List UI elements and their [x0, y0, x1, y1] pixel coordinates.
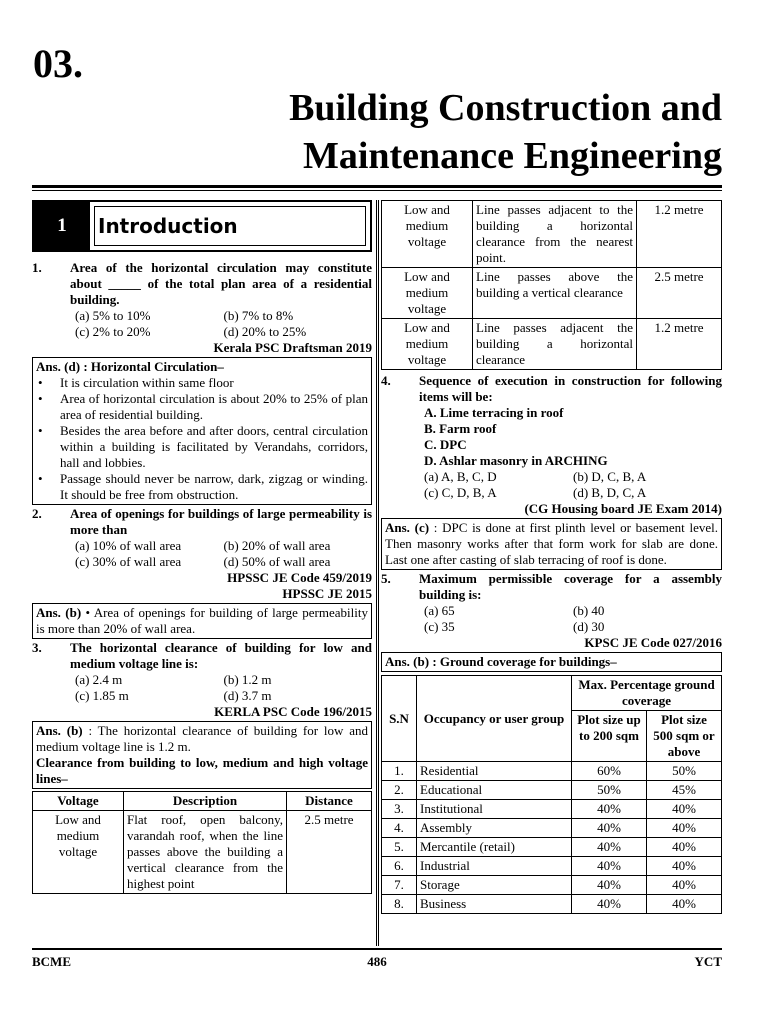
table-cell: 3. — [382, 800, 417, 819]
table-row — [382, 876, 722, 895]
question-number: 2. — [32, 506, 42, 521]
table-row — [382, 201, 722, 268]
question-3 — [32, 640, 372, 672]
question-source: HPSSC JE 2015 — [282, 586, 372, 601]
answer-box-3 — [32, 721, 372, 789]
answer-box-2 — [32, 603, 372, 639]
question-4-options — [381, 469, 722, 501]
question-2-options — [32, 538, 372, 570]
question-5-options — [381, 603, 722, 635]
column-header: Voltage — [33, 792, 124, 811]
table-cell: Mercantile (retail) — [417, 838, 572, 857]
table-header-row — [33, 792, 372, 811]
table-cell: 2. — [382, 781, 417, 800]
sequence-item: D. Ashlar masonry in ARCHING — [424, 453, 608, 468]
table-row — [382, 819, 722, 838]
question-number: 1. — [32, 260, 42, 275]
answer-label: Ans. (b) — [36, 723, 83, 738]
table-cell: 40% — [647, 819, 722, 838]
option-d: (d) 20% to 25% — [223, 324, 307, 339]
section-number: 1 — [34, 202, 90, 250]
right-column — [381, 200, 722, 914]
table-cell: 6. — [382, 857, 417, 876]
table-cell: 1.2 metre — [637, 201, 722, 268]
sequence-item: A. Lime terracing in roof — [424, 405, 564, 420]
table-cell: 50% — [647, 762, 722, 781]
table-row — [382, 781, 722, 800]
table-row — [382, 268, 722, 319]
table-cell: 40% — [647, 857, 722, 876]
answer-subheading: Clearance from building to low, medium and high voltage lines– — [36, 755, 368, 786]
table-cell: Line passes adjacent the building a horizontal clearance — [473, 319, 637, 370]
table-cell: Industrial — [417, 857, 572, 876]
answer-box-1 — [32, 357, 372, 505]
sequence-item: B. Farm roof — [424, 421, 497, 436]
chapter-title-line1: Building Construction and — [289, 87, 722, 129]
table-cell: Educational — [417, 781, 572, 800]
section-title: Introduction — [90, 202, 370, 250]
option-c: (c) 1.85 m — [75, 688, 129, 703]
option-c: (c) 35 — [424, 619, 455, 634]
table-cell: 40% — [572, 876, 647, 895]
answer-box-4 — [381, 518, 722, 570]
left-column — [32, 200, 372, 894]
question-source: (CG Housing board JE Exam 2014) — [524, 501, 722, 516]
answer-label: Ans. (b) — [36, 605, 82, 620]
table-cell: 40% — [572, 857, 647, 876]
option-a: (a) A, B, C, D — [424, 469, 497, 484]
table-cell: Business — [417, 895, 572, 914]
question-source: HPSSC JE Code 459/2019 — [227, 570, 372, 585]
table-cell: Low and medium voltage — [382, 268, 473, 319]
question-text: Area of the horizontal circulation may constitute about _____ of the total plan area of a residential building. — [70, 260, 372, 307]
clearance-table — [32, 791, 372, 894]
column-header: S.N — [382, 676, 417, 762]
page-footer — [32, 948, 722, 969]
table-cell: 40% — [572, 895, 647, 914]
option-c: (c) 30% of wall area — [75, 554, 182, 569]
table-cell: 45% — [647, 781, 722, 800]
table-cell: 5. — [382, 838, 417, 857]
table-cell: Low and medium voltage — [382, 319, 473, 370]
question-text: Maximum permissible coverage for a assembly building is: — [419, 571, 722, 602]
question-source: Kerala PSC Draftsman 2019 — [213, 340, 372, 355]
question-text: Sequence of execution in construction for following items will be: — [419, 373, 722, 404]
option-d: (d) 50% of wall area — [223, 554, 331, 569]
table-cell: Line passes above the building a vertical clearance — [473, 268, 637, 319]
table-row — [382, 319, 722, 370]
table-cell: Storage — [417, 876, 572, 895]
sequence-item: C. DPC — [424, 437, 467, 452]
option-c: (c) 2% to 20% — [75, 324, 151, 339]
question-text: Area of openings for buildings of large permeability is more than — [70, 506, 372, 537]
table-cell: 8. — [382, 895, 417, 914]
table-cell: 40% — [572, 800, 647, 819]
table-cell: Assembly — [417, 819, 572, 838]
answer-label: Ans. (c) — [385, 520, 430, 535]
table-cell: 50% — [572, 781, 647, 800]
question-text: The horizontal clearance of building for low and medium voltage line is: — [70, 640, 372, 671]
question-number: 3. — [32, 640, 42, 655]
table-cell: 4. — [382, 819, 417, 838]
table-cell: 2.5 metre — [637, 268, 722, 319]
bullet-item: • Passage should never be narrow, dark, zigzag or winding. It should be free from obstruction. — [38, 471, 368, 502]
table-cell: Residential — [417, 762, 572, 781]
clearance-table-continued — [381, 200, 722, 370]
column-header: Max. Percentage ground coverage — [572, 676, 722, 711]
answer-box-5: Ans. (b) : Ground coverage for buildings– — [381, 652, 722, 672]
title-rule-thick — [32, 185, 722, 188]
option-a: (a) 10% of wall area — [75, 538, 182, 553]
column-header: Plot size 500 sqm or above — [647, 711, 722, 762]
question-number: 5. — [381, 571, 391, 586]
answer-text: : The horizontal clearance of building for low and medium voltage line is 1.2 m. — [36, 723, 368, 754]
question-4-items — [381, 405, 722, 469]
table-row — [382, 838, 722, 857]
table-header-row — [382, 676, 722, 711]
table-cell: Low and medium voltage — [33, 811, 124, 894]
option-a: (a) 5% to 10% — [75, 308, 151, 323]
table-cell: 40% — [647, 895, 722, 914]
answer-text: • Area of openings for building of large permeability is more than 20% of wall area. — [36, 605, 368, 636]
title-rule-thin — [32, 190, 722, 191]
table-row — [382, 800, 722, 819]
question-number: 4. — [381, 373, 391, 388]
question-source: KPSC JE Code 027/2016 — [584, 635, 722, 650]
table-cell: Institutional — [417, 800, 572, 819]
table-row — [33, 811, 372, 894]
question-2 — [32, 506, 372, 538]
question-3-options — [32, 672, 372, 704]
table-row — [382, 857, 722, 876]
column-header: Description — [124, 792, 287, 811]
question-1 — [32, 260, 372, 308]
answer-text: : DPC is done at first plinth level or basement level. Then masonry works after that form work for slab are done. Last one after casting of slab terracing of roof is done. — [385, 520, 718, 567]
table-cell: 40% — [572, 838, 647, 857]
table-cell: Line passes adjacent to the building a horizontal clearance from the nearest point. — [473, 201, 637, 268]
footer-left: BCME — [32, 954, 71, 969]
option-d: (d) 30 — [573, 619, 605, 634]
option-b: (b) 1.2 m — [223, 672, 272, 687]
table-cell: 60% — [572, 762, 647, 781]
table-cell: 40% — [572, 819, 647, 838]
table-cell: 40% — [647, 800, 722, 819]
question-1-options — [32, 308, 372, 340]
section-header — [32, 200, 372, 252]
option-b: (b) 20% of wall area — [223, 538, 331, 553]
bullet-item: • Area of horizontal circulation is about 20% to 25% of plan area of residential building. — [38, 391, 368, 422]
page-number: 486 — [367, 954, 387, 969]
option-d: (d) B, D, C, A — [573, 485, 647, 500]
column-header: Occupancy or user group — [417, 676, 572, 762]
chapter-number: 03. — [33, 41, 83, 86]
table-cell: 1. — [382, 762, 417, 781]
table-cell: 40% — [647, 838, 722, 857]
table-row — [382, 895, 722, 914]
table-cell: 1.2 metre — [637, 319, 722, 370]
column-header: Plot size up to 200 sqm — [572, 711, 647, 762]
option-b: (b) 7% to 8% — [223, 308, 294, 323]
bullet-item: • Besides the area before and after doors, central circulation within a building is facilitated by Verandahs, corridors, hall and lobbies. — [38, 423, 368, 470]
table-cell: 40% — [647, 876, 722, 895]
column-header: Distance — [287, 792, 372, 811]
table-row — [382, 762, 722, 781]
question-source: KERLA PSC Code 196/2015 — [214, 704, 372, 719]
option-a: (a) 2.4 m — [75, 672, 123, 687]
footer-right: YCT — [694, 954, 722, 969]
table-cell: 2.5 metre — [287, 811, 372, 894]
table-cell: 7. — [382, 876, 417, 895]
option-a: (a) 65 — [424, 603, 455, 618]
chapter-title-line2: Maintenance Engineering — [302, 135, 722, 177]
option-b: (b) D, C, B, A — [573, 469, 647, 484]
option-d: (d) 3.7 m — [223, 688, 272, 703]
option-b: (b) 40 — [573, 603, 605, 618]
table-cell: Flat roof, open balcony, varandah roof, when the line passes above the building a vertical clearance from the highest point — [124, 811, 287, 894]
table-cell: Low and medium voltage — [382, 201, 473, 268]
option-c: (c) C, D, B, A — [424, 485, 497, 500]
chapter-title — [289, 84, 722, 180]
bullet-item: • It is circulation within same floor — [38, 375, 234, 390]
question-4 — [381, 373, 722, 405]
column-divider — [376, 200, 379, 946]
answer-heading: Ans. (d) : Horizontal Circulation– — [36, 359, 224, 374]
ground-coverage-table — [381, 675, 722, 914]
question-5 — [381, 571, 722, 603]
